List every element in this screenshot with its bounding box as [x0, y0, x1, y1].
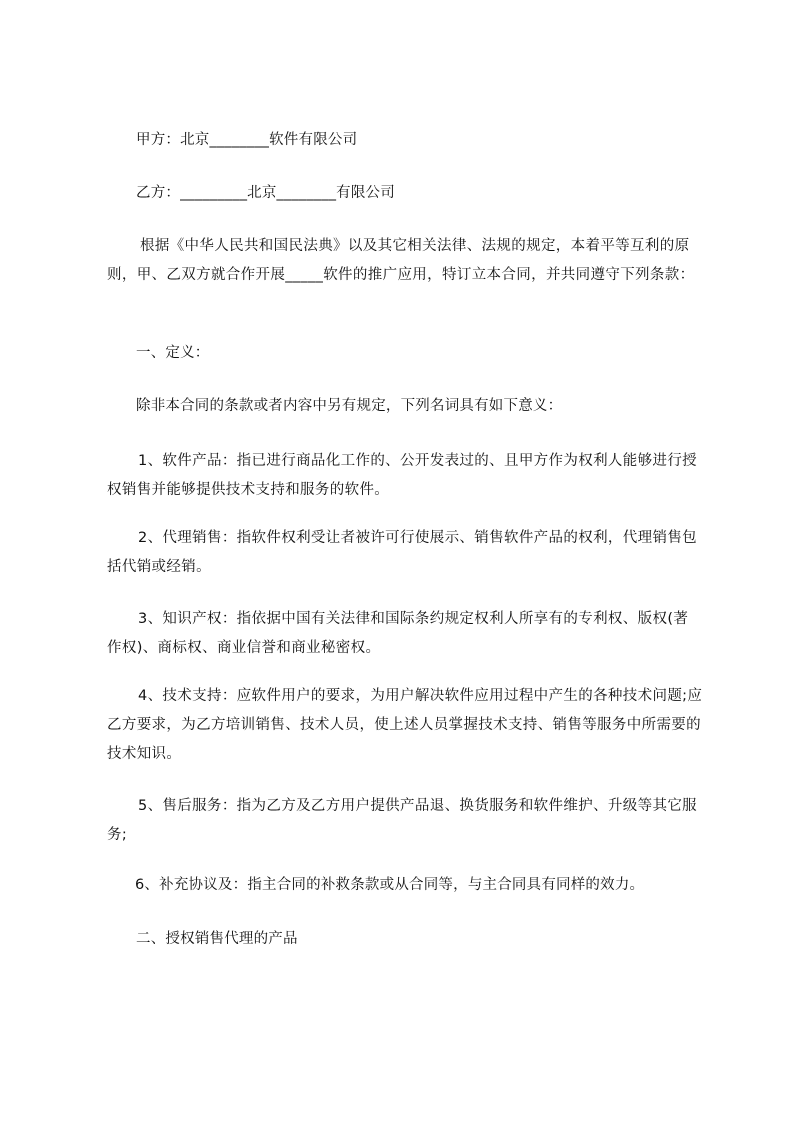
section-2-heading: 二、授权销售代理的产品 — [136, 931, 298, 947]
definition-item-4: 4、技术支持：应软件用户的要求，为用户解决软件应用过程中产生的各种技术问题;应乙方要求，为乙方培训销售、技术人员，使上述人员掌握技术支持、销售等服务中所需要的技术知识。 — [107, 688, 703, 762]
preamble-paragraph: 根据《中华人民共和国民法典》以及其它相关法律、法规的规定，本着平等互利的原则，甲、乙双方就合作开展_____软件的推广应用，特订立本合同，并共同遵守下列条款： — [107, 238, 695, 283]
definition-item-5: 5、售后服务：指为乙方及乙方用户提供产品退、换货服务和软件维护、升级等其它服务; — [107, 798, 698, 843]
definition-item-6: 6、补充协议及：指主合同的补救条款或从合同等，与主合同具有同样的效力。 — [135, 877, 645, 893]
definition-item-3: 3、知识产权：指依据中国有关法律和国际条约规定权利人所享有的专利权、版权(著作权)、商标权、商业信誉和商业秘密权。 — [107, 611, 689, 656]
definition-item-2: 2、代理销售：指软件权利受让者被许可行使展示、销售软件产品的权利，代理销售包括代销或经销。 — [107, 530, 698, 575]
section-1-heading: 一、定义： — [136, 345, 210, 361]
definitions-intro: 除非本合同的条款或者内容中另有规定，下列名词具有如下意义： — [136, 398, 563, 414]
party-a-line: 甲方：北京________软件有限公司 — [136, 132, 358, 148]
definition-item-1: 1、软件产品：指已进行商品化工作的、公开发表过的、且甲方作为权利人能够进行授权销售并能够提供技术支持和服务的软件。 — [107, 453, 698, 498]
party-b-line: 乙方：_________北京________有限公司 — [136, 185, 395, 201]
